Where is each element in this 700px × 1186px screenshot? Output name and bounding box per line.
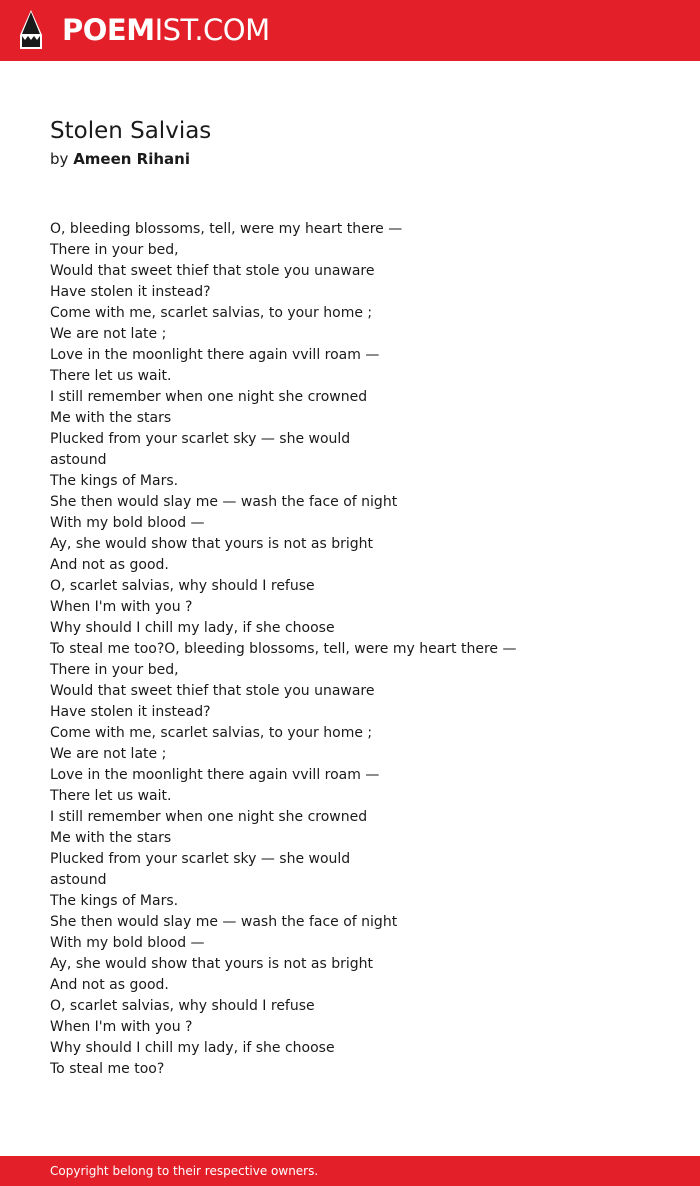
poem-line: When I'm with you ? [50,599,193,615]
poem-line: She then would slay me — wash the face of night [50,914,398,930]
poem-line: The kings of Mars. [50,473,179,489]
brand-light: IST.COM [154,13,270,47]
poem-line: Why should I chill my lady, if she choose [50,1040,335,1056]
poem-line: With my bold blood — [50,515,205,531]
poem-line: O, bleeding blossoms, tell, were my heart there — [50,221,403,237]
poem-line: I still remember when one night she crowned [50,809,368,825]
poem-line: astound [50,452,107,468]
poem-line: Love in the moonlight there again vvill roam — [50,767,380,783]
poem-line: The kings of Mars. [50,893,179,909]
poem-line: There let us wait. [50,368,172,384]
poem-line: And not as good. [50,557,169,573]
site-footer [0,1156,700,1186]
site-logo-link[interactable] [62,12,270,48]
poem-line: I still remember when one night she crowned [50,389,368,405]
poem-line: Me with the stars [50,830,172,846]
poem-line: She then would slay me — wash the face of night [50,494,398,510]
poem-line: Ay, she would show that yours is not as bright [50,956,374,972]
copyright-text: Copyright belong to their respective owners. [50,1164,319,1178]
poem-body [50,219,650,1080]
poem-line: There in your bed, [50,242,179,258]
poem-line: Would that sweet thief that stole you unaware [50,683,375,699]
author-name[interactable]: Ameen Rihani [73,150,190,168]
poem-line: We are not late ; [50,746,167,762]
poem-line: Why should I chill my lady, if she choose [50,620,335,636]
poem-line: And not as good. [50,977,169,993]
poem-title: Stolen Salvias [50,118,212,144]
poem-line: Have stolen it instead? [50,284,211,300]
poem-line: Come with me, scarlet salvias, to your home ; [50,725,373,741]
poem-line: Plucked from your scarlet sky — she would [50,431,351,447]
poem-line: Have stolen it instead? [50,704,211,720]
byline [50,148,190,170]
poem-line: O, scarlet salvias, why should I refuse [50,578,315,594]
poem-line: When I'm with you ? [50,1019,193,1035]
poem-line: We are not late ; [50,326,167,342]
site-header [0,0,700,61]
poem-line: To steal me too?O, bleeding blossoms, tell, were my heart there — [50,641,517,657]
brand-bold: POEM [62,13,155,47]
poem-line: There in your bed, [50,662,179,678]
poem-line: Love in the moonlight there again vvill roam — [50,347,380,363]
poem-line: Come with me, scarlet salvias, to your home ; [50,305,373,321]
poem-line: O, scarlet salvias, why should I refuse [50,998,315,1014]
poem-line: There let us wait. [50,788,172,804]
pencil-tip-icon[interactable] [18,9,44,51]
poem-line: Plucked from your scarlet sky — she would [50,851,351,867]
poem-line: Ay, she would show that yours is not as bright [50,536,374,552]
poem-line: Me with the stars [50,410,172,426]
by-prefix: by [50,150,69,168]
poem-line: With my bold blood — [50,935,205,951]
poem-line: Would that sweet thief that stole you unaware [50,263,375,279]
poem-line: To steal me too? [50,1061,165,1077]
poem-line: astound [50,872,107,888]
